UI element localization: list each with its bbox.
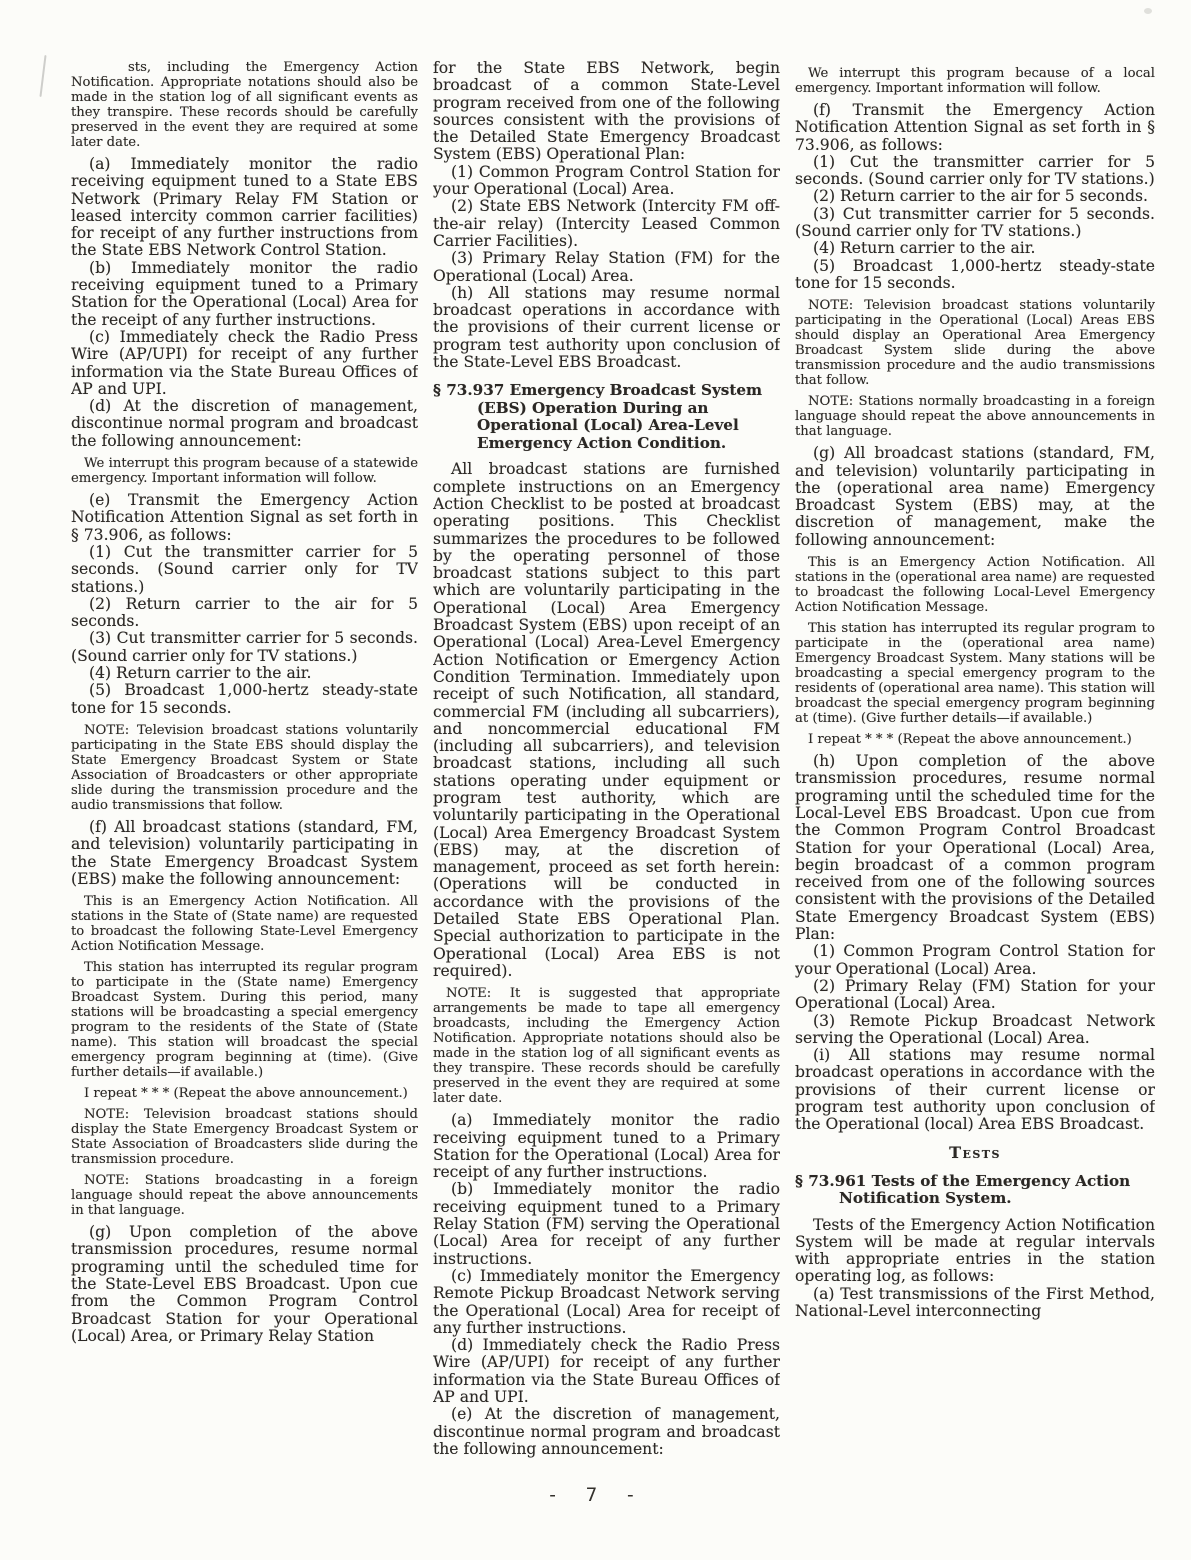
paragraph: NOTE: It is suggested that appropriate arrangements be made to tape all emergency broadcasts, including the Emergency Action Notification. Appropriate notations should also be made in the station log of all significant events as they transpire. These records should be carefully preserved in the event they are required at some later date. [433, 986, 780, 1107]
paragraph: (2) Return carrier to the air for 5 seconds. [71, 594, 418, 631]
paragraph: (4) Return carrier to the air. [813, 239, 1036, 258]
paragraph: (b) Immediately monitor the radio receiving equipment tuned to a Primary Relay Station (FM) serving the Operational (Local) Area for receipt of any further instructions. [433, 1180, 780, 1268]
paragraph: I repeat * * * (Repeat the above announcement.) [808, 732, 1132, 748]
paragraph: (1) Common Program Control Station for your Operational (Local) Area. [433, 162, 780, 199]
paragraph: NOTE: Stations normally broadcasting in a foreign language should repeat the above announcements in that language. [795, 394, 1155, 440]
paragraph: (2) Primary Relay (FM) Station for your Operational (Local) Area. [795, 976, 1155, 1013]
paragraph: (h) All stations may resume normal broadcast operations in accordance with the provisions of their current license or program test authority upon conclusion of the State-Level EBS Broadcast. [433, 283, 780, 372]
paragraph: (1) Cut the transmitter carrier for 5 seconds. (Sound carrier only for TV stations.) [795, 152, 1155, 189]
paragraph: I repeat * * * (Repeat the above announcement.) [84, 1086, 408, 1102]
page-number: - 7 - [546, 1484, 645, 1506]
paragraph: (3) Cut transmitter carrier for 5 seconds. (Sound carrier only for TV stations.) [71, 629, 418, 665]
paragraph: (3) Cut transmitter carrier for 5 seconds. (Sound carrier only for TV stations.) [795, 204, 1155, 241]
paragraph: sts, including the Emergency Action Notification. Appropriate notations should also be made in the station log of all significant events as they transpire. These records should be carefully preserved in the event they are required at some later date. [71, 60, 418, 150]
paragraph: (c) Immediately monitor the Emergency Remote Pickup Broadcast Network serving the Operational (Local) Area for receipt of any further instructions. [433, 1266, 780, 1337]
column-left [71, 60, 418, 1462]
scan-artifact-smudge [1144, 8, 1152, 14]
paragraph: (e) At the discretion of management, discontinue normal program and broadcast the following announcement: [433, 1405, 780, 1458]
paragraph: (a) Immediately monitor the radio receiving equipment tuned to a State EBS Network (Primary Relay FM Station or leased intercity common carrier facilities) for receipt of any further instructions from the State EBS Network Control Station. [71, 155, 418, 260]
section-heading: § 73.961 Tests of the Emergency Action Notification System. [795, 1171, 1131, 1208]
paragraph: This is an Emergency Action Notification. All stations in the State of (State name) are requested to broadcast the following State-Level Emergency Action Notification Message. [71, 894, 418, 955]
paragraph: All broadcast stations are furnished complete instructions on an Emergency Action Checklist to be posted at broadcast operating positions. This Checklist summarizes the procedures to be followed by the operating personnel of those broadcast stations subject to this part which are voluntarily participating in the Operational (Local) Area Emergency Broadcast System (EBS) upon receipt of an Operational (Local) Area-Level Emergency Action Notification or Emergency Action Condition Termination. Immediately upon receipt of such Notification, all standard, commercial FM (including all subcarriers), and noncommercial educational FM (including all subcarriers), and television broadcast stations, including all such stations operating under equipment or program test authority, which are voluntarily participating in the Operational (Local) Area Emergency Broadcast System (EBS) may, at the discretion of management, proceed as set forth herein: (Operations will be conducted in accordance with the provisions of the Detailed State EBS Operational Plan. Special authorization to participate in the Operational (Local) Area EBS is not required). [433, 460, 780, 980]
paragraph: (b) Immediately monitor the radio receiving equipment tuned to a Primary Station for the Operational (Local) Area for the receipt of any further instructions. [71, 258, 418, 329]
paragraph: (f) All broadcast stations (standard, FM, and television) voluntarily participating in the State Emergency Broadcast System (EBS) make the following announcement: [71, 817, 418, 888]
paragraph: (a) Test transmissions of the First Method, National-Level interconnecting [795, 1284, 1155, 1321]
paragraph: We interrupt this program because of a statewide emergency. Important information will follow. [71, 456, 418, 487]
paragraph: (d) Immediately check the Radio Press Wire (AP/UPI) for receipt of any further information via the State Bureau Offices of AP and UPI. [433, 1336, 780, 1406]
paragraph: (a) Immediately monitor the radio receiving equipment tuned to a Primary Station for the Operational (Local) Area for receipt of any further instructions. [433, 1111, 780, 1182]
paragraph: (f) Transmit the Emergency Action Notification Attention Signal as set forth in § 73.906, as follows: [795, 101, 1155, 154]
paragraph: (h) Upon completion of the above transmission procedures, resume normal programing until the scheduled time for the Local-Level EBS Broadcast. Upon cue from the Common Program Control Broadcast Station for your Operational (Local) Area, begin broadcast of a common program received from one of the following sources consistent with the provisions of the Detailed State Emergency Broadcast System (EBS) Plan: [795, 752, 1155, 944]
paragraph: This station has interrupted its regular program to participate in the (State name) Emergency Broadcast System. During this period, many stations will be broadcasting a special emergency program to the residents of the State of (State name). This station will broadcast the special emergency program beginning at (time). (Give further details—if available.) [71, 960, 418, 1081]
paragraph: (e) Transmit the Emergency Action Notification Attention Signal as set forth in § 73.906, as follows: [71, 491, 418, 544]
paragraph: (g) All broadcast stations (standard, FM, and television) voluntarily participating in the (operational area name) Emergency Broadcast System (EBS) may, at the discretion of management, make the following announcement: [795, 444, 1155, 549]
paragraph: (i) All stations may resume normal broadcast operations in accordance with the provisions of their current license or program test authority upon conclusion of the Operational (local) Area EBS Broadcast. [795, 1046, 1155, 1134]
paragraph: (4) Return carrier to the air. [89, 664, 312, 683]
column-right [795, 60, 1155, 1462]
paragraph: NOTE: Television broadcast stations voluntarily participating in the State EBS should display the State Emergency Broadcast System or State Association of Broadcasters or other appropriate slide during the transmission procedure and the audio transmissions that follow. [71, 722, 418, 813]
paragraph: (5) Broadcast 1,000-hertz steady-state tone for 15 seconds. [795, 256, 1155, 292]
page-content [71, 60, 1155, 1462]
paragraph: (2) Return carrier to the air for 5 seconds. [813, 187, 1148, 206]
paragraph: (g) Upon completion of the above transmission procedures, resume normal programing until the scheduled time for the State-Level EBS Broadcast. Upon cue from the Common Program Control Broadcast Station for your Operational (Local) Area, or Primary Relay Station [71, 1223, 418, 1345]
paragraph: We interrupt this program because of a local emergency. Important information will follow. [795, 66, 1155, 96]
paragraph: (2) State EBS Network (Intercity FM off-the-air relay) (Intercity Leased Common Carrier Facilities). [433, 197, 780, 250]
paragraph: (3) Primary Relay Station (FM) for the Operational (Local) Area. [433, 249, 780, 285]
paragraph: NOTE: Stations broadcasting in a foreign language should repeat the above announcements in that language. [71, 1173, 418, 1219]
scan-artifact-line [39, 55, 46, 97]
paragraph: (d) At the discretion of management, discontinue normal program and broadcast the following announcement: [71, 397, 418, 450]
column-middle [433, 60, 780, 1462]
paragraph: (5) Broadcast 1,000-hertz steady-state tone for 15 seconds. [71, 681, 418, 717]
paragraph: NOTE: Television broadcast stations should display the State Emergency Broadcast System or State Association of Broadcasters slide during the transmission procedure. [71, 1107, 418, 1168]
paragraph: for the State EBS Network, begin broadcast of a common State-Level program received from one of the following sources consistent with the provisions of the Detailed State Emergency Broadcast System (EBS) Operational Plan: [433, 60, 780, 164]
paragraph: (3) Remote Pickup Broadcast Network serving the Operational (Local) Area. [795, 1011, 1155, 1047]
section-heading: Tests [949, 1142, 1001, 1162]
section-heading: § 73.937 Emergency Broadcast System (EBS) Operation During an Operational (Local) Area-Level Emergency Action Condition. [433, 381, 763, 452]
paragraph: This is an Emergency Action Notification. All stations in the (operational area name) are requested to broadcast the following Local-Level Emergency Action Notification Message. [795, 555, 1155, 616]
paragraph: NOTE: Television broadcast stations voluntarily participating in the Operational (Local) Areas EBS should display an Operational Area Emergency Broadcast System slide during the above transmission procedure and the audio transmissions that follow. [795, 298, 1155, 389]
paragraph: (c) Immediately check the Radio Press Wire (AP/UPI) for receipt of any further information via the State Bureau Offices of AP and UPI. [71, 327, 418, 398]
paragraph: (1) Cut the transmitter carrier for 5 seconds. (Sound carrier only for TV stations.) [71, 542, 418, 596]
paragraph: (1) Common Program Control Station for your Operational (Local) Area. [795, 942, 1155, 978]
paragraph: Tests of the Emergency Action Notification System will be made at regular intervals with appropriate entries in the station operating log, as follows: [795, 1215, 1155, 1286]
paragraph: This station has interrupted its regular program to participate in the (operational area name) Emergency Broadcast System. Many stations will be broadcasting a special emergency program to the residents of (operational area name). This station will broadcast the special emergency program beginning at (time). (Give further details—if available.) [795, 621, 1155, 727]
